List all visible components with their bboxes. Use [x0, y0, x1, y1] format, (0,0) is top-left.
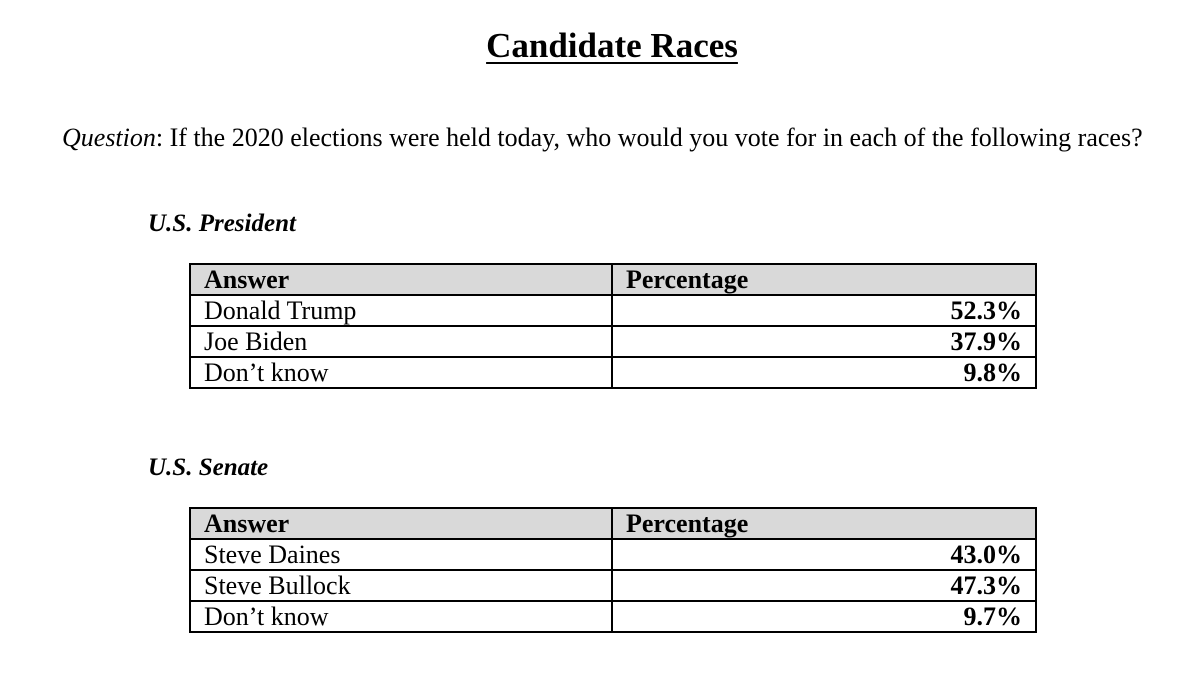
column-header-answer: Answer	[190, 508, 612, 539]
column-header-answer: Answer	[190, 264, 612, 295]
table-row	[190, 539, 1036, 570]
column-header-percentage: Percentage	[612, 264, 1036, 295]
answer-cell: Donald Trump	[190, 295, 612, 326]
table-row	[190, 570, 1036, 601]
section-heading-president: U.S. President	[148, 210, 296, 237]
question-body: : If the 2020 elections were held today, who would you vote for in each of the following races?	[155, 123, 1143, 152]
page-title: Candidate Races	[486, 26, 738, 65]
percentage-cell: 9.8%	[612, 357, 1036, 388]
president-results-table	[189, 263, 1037, 389]
percentage-cell: 52.3%	[612, 295, 1036, 326]
percentage-cell: 37.9%	[612, 326, 1036, 357]
answer-cell: Don’t know	[190, 601, 612, 632]
table-row	[190, 601, 1036, 632]
percentage-cell: 9.7%	[612, 601, 1036, 632]
question-label: Question	[62, 123, 156, 152]
senate-results-table	[189, 507, 1037, 633]
answer-cell: Joe Biden	[190, 326, 612, 357]
question-text	[62, 120, 1172, 155]
answer-cell: Don’t know	[190, 357, 612, 388]
answer-cell: Steve Bullock	[190, 570, 612, 601]
table-header-row	[190, 508, 1036, 539]
table-row	[190, 357, 1036, 388]
answer-cell: Steve Daines	[190, 539, 612, 570]
table-row	[190, 326, 1036, 357]
table-header-row	[190, 264, 1036, 295]
table-row	[190, 295, 1036, 326]
section-heading-senate: U.S. Senate	[148, 454, 269, 481]
percentage-cell: 47.3%	[612, 570, 1036, 601]
percentage-cell: 43.0%	[612, 539, 1036, 570]
column-header-percentage: Percentage	[612, 508, 1036, 539]
